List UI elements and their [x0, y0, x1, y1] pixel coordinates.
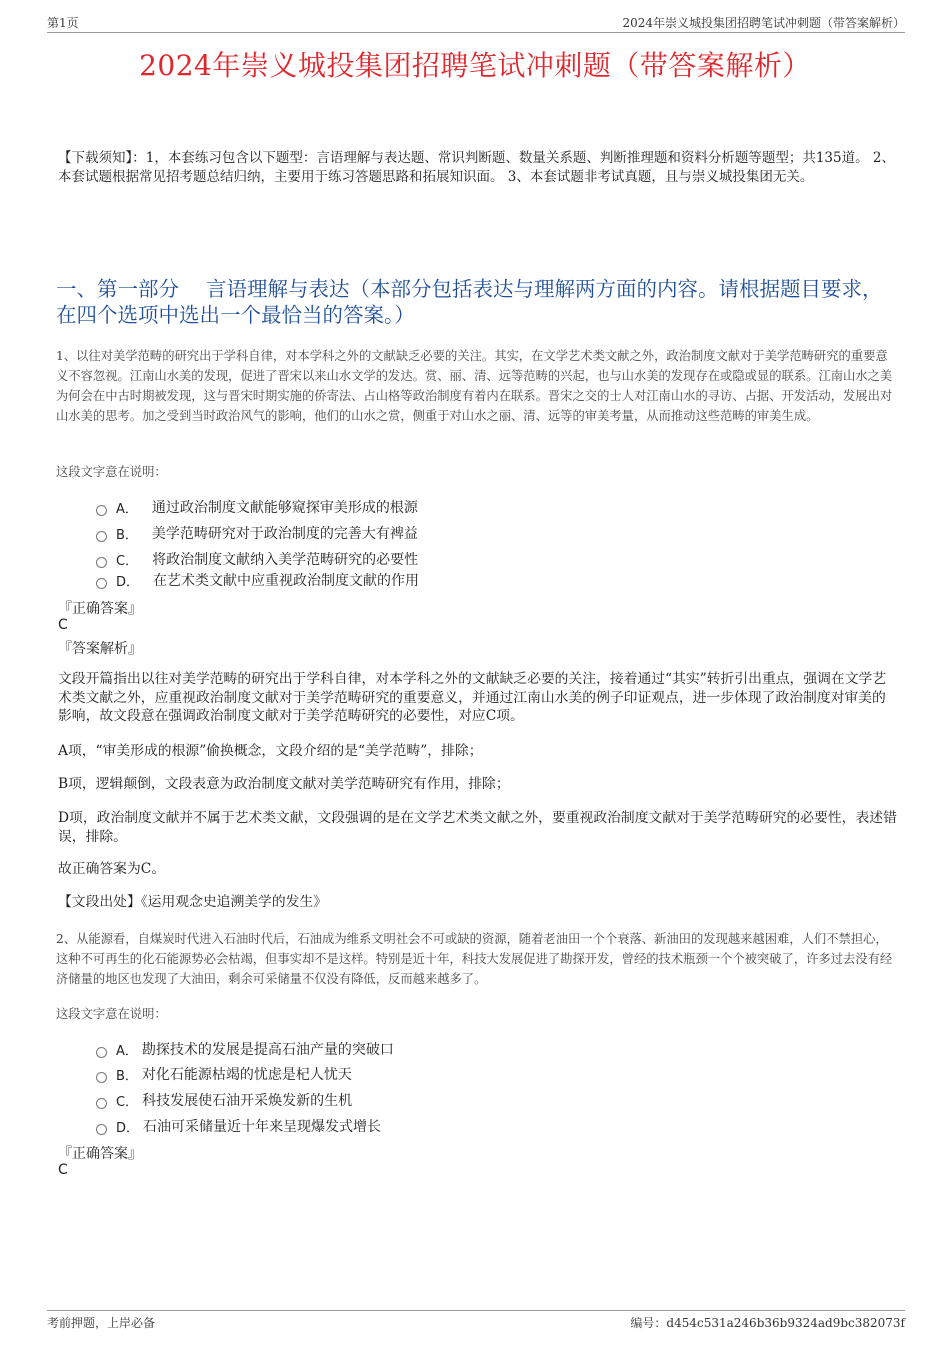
analysis-paragraph: D项，政治制度文献并不属于艺术类文献，文段强调的是在文学艺术类文献之外，要重视政治制度文献对于美学范畴研究的必要性，表述错误，排除。 [58, 810, 897, 845]
question-1-option-a[interactable] [96, 497, 418, 517]
question-1-answer: C [58, 617, 68, 633]
download-notice: 【下载须知】：1，本套练习包含以下题型：言语理解与表达题、常识判断题、数量关系题、判断推理题和资料分析题等题型；共135道。 2、本套试题根据常见招考题总结归纳，主要用于练习答题思路和拓展知识面。 3、本套试题非考试真题，且与崇义城投集团无关。 [58, 150, 895, 185]
question-1-option-c[interactable] [96, 549, 418, 569]
question-1-option-b[interactable] [96, 523, 418, 543]
page-footer [47, 1310, 905, 1331]
radio-icon[interactable] [96, 531, 107, 542]
option-text: 勘探技术的发展是提高石油产量的突破口 [141, 1042, 394, 1058]
question-2-option-d[interactable] [96, 1116, 381, 1136]
question-2-prompt: 这段文字意在说明： [56, 1007, 167, 1021]
radio-icon[interactable] [96, 578, 107, 589]
analysis-paragraph: B项，逻辑颠倒，文段表意为政治制度文献对美学范畴研究有作用，排除； [58, 776, 510, 792]
question-2-option-b[interactable] [96, 1064, 352, 1084]
option-key: C． [116, 553, 139, 569]
footer-serial: 编号：d454c531a246b36b9324ad9bc382073f [630, 1316, 905, 1330]
radio-icon[interactable] [96, 1047, 107, 1058]
option-key: C． [116, 1094, 139, 1110]
radio-icon[interactable] [96, 557, 107, 568]
option-key: D． [116, 1120, 140, 1136]
header-doc-title: 2024年崇义城投集团招聘笔试冲刺题（带答案解析） [622, 16, 905, 30]
option-text: 对化石能源枯竭的忧虑是杞人忧天 [141, 1067, 352, 1083]
question-2-answer-label: 『正确答案』 [58, 1146, 142, 1162]
radio-icon[interactable] [96, 1124, 107, 1135]
option-text: 将政治制度文献纳入美学范畴研究的必要性 [152, 552, 419, 568]
option-key: D． [116, 574, 140, 590]
radio-icon[interactable] [96, 1072, 107, 1083]
analysis-paragraph: 文段开篇指出以往对美学范畴的研究出于学科自律，对本学科之外的文献缺乏必要的关注，接着通过“其实”转折引出重点，强调在文学艺术类文献之外，应重视政治制度文献对于美学范畴研究的重要意义，并通过江南山水美的例子印证观点，进一步体现了政治制度对审美的影响，故文段意在强调政治制度文献对于美学范畴研究的必要性，对应C项。 [58, 671, 887, 724]
option-key: B． [116, 527, 138, 543]
question-2-option-c[interactable] [96, 1090, 352, 1110]
option-text: 通过政治制度文献能够窥探审美形成的根源 [151, 500, 418, 516]
page-header [47, 14, 905, 33]
page-number: 第1页 [47, 16, 79, 30]
option-text: 美学范畴研究对于政治制度的完善大有裨益 [151, 526, 418, 542]
question-1-source: 【文段出处】《运用观念史追溯美学的发生》 [58, 894, 328, 910]
question-1-prompt: 这段文字意在说明： [56, 465, 167, 479]
question-1-analysis-label: 『答案解析』 [58, 641, 142, 657]
radio-icon[interactable] [96, 505, 107, 516]
option-text: 石油可采储量近十年来呈现爆发式增长 [143, 1119, 382, 1135]
question-2-stem: 2、从能源看，自煤炭时代进入石油时代后，石油成为维系文明社会不可或缺的资源，随着老油田一个个衰落、新油田的发现越来越困难，人们不禁担心，这种不可再生的化石能源势必会枯竭，但事实却不是这样。特别是近十年，科技大发展促进了勘探开发，曾经的技术瓶颈一个个被突破了，许多过去没有经济储量的地区也发现了大油田，剩余可采储量不仅没有降低，反而越来越多了。 [56, 932, 893, 986]
footer-slogan: 考前押题，上岸必备 [47, 1316, 156, 1330]
analysis-paragraph: 故正确答案为C。 [58, 861, 166, 877]
option-key: A． [116, 501, 138, 517]
analysis-paragraph: A项，“审美形成的根源”偷换概念，文段介绍的是“美学范畴”，排除； [58, 743, 483, 759]
option-text: 在艺术类文献中应重视政治制度文献的作用 [153, 573, 420, 589]
option-text: 科技发展使石油开采焕发新的生机 [142, 1093, 353, 1109]
radio-icon[interactable] [96, 1098, 107, 1109]
question-2-answer: C [58, 1162, 68, 1178]
section-heading: 一、第一部分 言语理解与表达（本部分包括表达与理解两方面的内容。请根据题目要求，在四个选项中选出一个最恰当的答案。） [56, 277, 883, 327]
document-title: 2024年崇义城投集团招聘笔试冲刺题（带答案解析） [139, 49, 811, 82]
question-1-stem: 1、以往对美学范畴的研究出于学科自律，对本学科之外的文献缺乏必要的关注。其实，在文学艺术类文献之外，政治制度文献对于美学范畴研究的重要意义不容忽视。江南山水美的发现，促进了晋宋以来山水文学的发达。赏、丽、清、远等范畴的兴起，也与山水美的发现存在或隐或显的联系。江南山水之美为何会在中古时期被发现，这与晋宋时期实施的侨寄法、占山格等政治制度有着内在联系。晋宋之交的士人对江南山水的寻访、占据、开发活动，发展出对山水美的思考。加之受到当时政治风气的影响，他们的山水之赏，侧重于对山水之丽、清、远等的审美考量，从而推动这些范畴的审美生成。 [56, 349, 893, 423]
option-key: B． [116, 1068, 138, 1084]
question-2-option-a[interactable] [96, 1039, 394, 1059]
question-1-option-d[interactable] [96, 570, 419, 590]
option-key: A． [116, 1043, 138, 1059]
question-1-answer-label: 『正确答案』 [58, 601, 142, 617]
